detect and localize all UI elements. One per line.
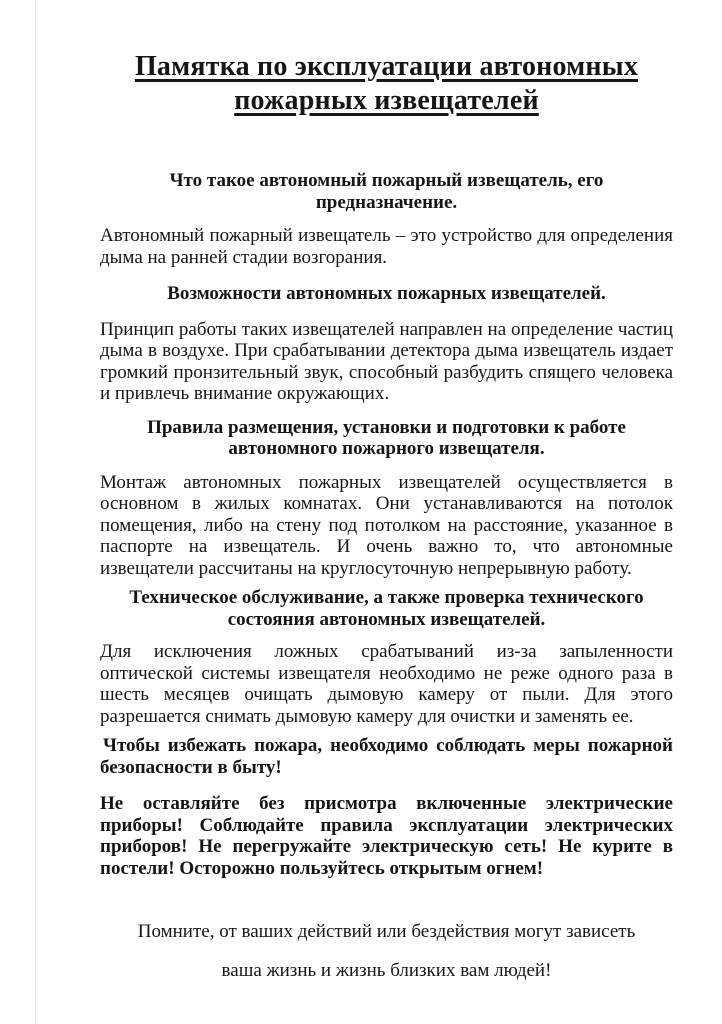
footer-reminder-line-1: Помните, от ваших действий или бездействия могут зависеть (137, 921, 636, 942)
section-heading-capabilities: Возможности автономных пожарных извещателей. (167, 283, 606, 304)
document-title: Памятка по эксплуатации автономных пожарных извещателей (134, 51, 639, 116)
section-body-installation-rules: Монтаж автономных пожарных извещателей осуществляется в основном в жилых комнатах. Они устанавливаются на потолок помещения, либо на стену под потолком на расстояние, указанное в паспорте на извещатель. И очень важно то, что автономные извещатели рассчитаны на круглосуточную непрерывную работу. (100, 471, 673, 579)
warning-electrical-appliances: Не оставляйте без присмотра включенные электрические приборы! Соблюдайте правила эксплуатации электрических приборов! Не перегружайте электрическую сеть! Не курите в постели! Осторожно пользуйтесь открытым огнем! (100, 793, 673, 879)
section-body-maintenance: Для исключения ложных срабатываний из-за запыленности оптической системы извещателя необходимо не реже одного раза в шесть месяцев очищать дымовую камеру от пыли. Для этого разрешается снимать дымовую камеру для очистки и заменять ее. (100, 641, 673, 727)
footer-reminder-line-2: ваша жизнь и жизнь близких вам людей! (221, 959, 552, 981)
section-body-what-is-detector: Автономный пожарный извещатель – это устройство для определения дыма на ранней стадии возгорания. (100, 225, 673, 268)
scan-edge-line (35, 0, 36, 1024)
section-heading-installation-rules: Правила размещения, установки и подготовки к работе автономного пожарного извещателя. (147, 416, 626, 459)
section-heading-maintenance: Техническое обслуживание, а также проверка технического состояния автономных извещателей. (129, 587, 644, 630)
section-heading-what-is-detector: Что такое автономный пожарный извещатель, его предназначение. (169, 170, 604, 213)
section-body-capabilities: Принцип работы таких извещателей направлен на определение частиц дыма в воздухе. При срабатывании детектора дыма извещатель издает громкий пронзительный звук, способный разбудить спящего человека и привлечь внимание окружающих. (100, 318, 673, 404)
warning-fire-safety-measures: Чтобы избежать пожара, необходимо соблюдать меры пожарной безопасности в быту! (100, 735, 673, 778)
